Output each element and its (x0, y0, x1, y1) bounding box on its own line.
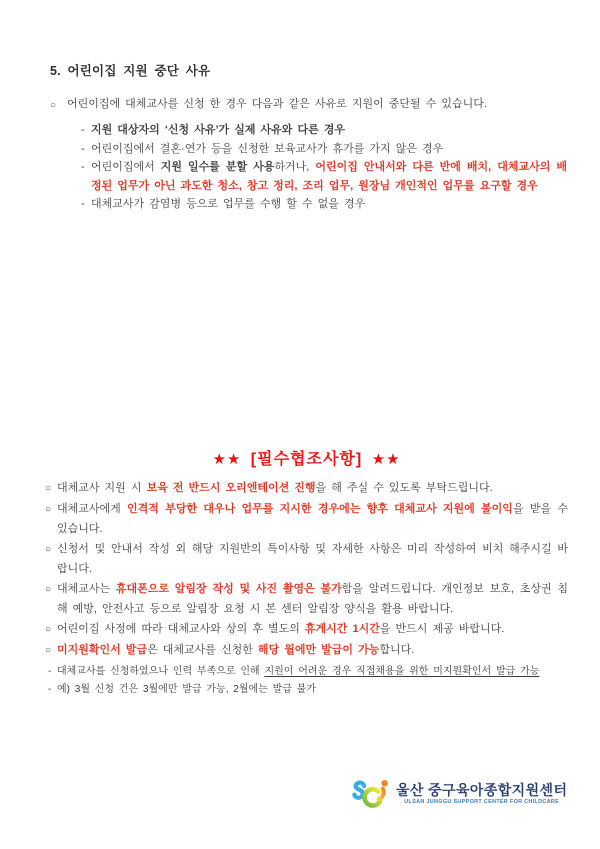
bullet-marker: ○ (45, 544, 52, 555)
item-text (91, 195, 567, 214)
item-text (57, 478, 568, 498)
text-segment: 휴게시간 1시간 (304, 623, 380, 635)
notice-title: [필수협조사항] (250, 451, 363, 468)
cooperation-item (45, 499, 568, 539)
notice-heading (45, 446, 568, 469)
section-suspension-reasons (50, 61, 567, 214)
item-text (57, 681, 568, 699)
bullet-marker: ○ (45, 624, 52, 635)
item-text (91, 121, 567, 140)
text-segment: 을 반드시 제공 바랍니다. (379, 623, 505, 635)
stars-left-icon: ★★ (212, 451, 242, 468)
bullet-marker: ○ (45, 584, 52, 595)
cooperation-item (45, 478, 568, 499)
text-segment: 하거나, (274, 161, 316, 174)
text-segment: 휴대폰으로 알림장 작성 및 사진 촬영은 불가 (115, 583, 342, 595)
text-segment: 대체교사에게 (57, 503, 128, 515)
text-segment: 신청서 및 안내서 작성 외 해당 지원반의 특이사항 및 자세한 사항은 미리 작성하여 비치 해주시길 바랍니다. (57, 543, 568, 575)
bullet-marker: - (81, 198, 85, 211)
footer-logo (351, 776, 567, 811)
bullet-marker: - (48, 684, 52, 695)
text-segment: 인격적 부당한 대우나 업무를 지시한 경우에는 향후 대체교사 지원에 불이익 (127, 503, 513, 515)
text-segment: 은 대체교사를 신청한 (147, 644, 258, 656)
cooperation-item (45, 539, 568, 579)
text-segment: 을 받을 수 있습니다. (57, 503, 568, 535)
item-text (57, 640, 568, 660)
item-text (57, 619, 568, 639)
text-segment: 미지원확인서 발급 (57, 644, 148, 656)
section-required-cooperation (45, 446, 568, 699)
reason-item (81, 121, 567, 140)
reason-item (81, 140, 567, 159)
logo-korean-name: 울산 중구육아종합지원센터 (396, 782, 568, 798)
item-text (57, 499, 568, 539)
text-segment: 어린이집에서 (91, 161, 161, 174)
text-segment: 어린이집에서 결혼·연가 등을 신청한 보육교사가 휴가를 가지 않은 경우 (91, 142, 444, 155)
text-segment: 대체교사를 신청하였으나 인력 부족으로 인해 (57, 666, 265, 677)
item-text (67, 95, 567, 114)
bullet-marker: - (81, 124, 85, 136)
text-segment: 지원 대상자의 ‘신청 사유’가 실제 사유와 다른 경우 (91, 124, 346, 136)
bullet-marker: ○ (45, 504, 52, 515)
stars-right-icon: ★★ (371, 451, 401, 468)
item-text (91, 158, 567, 195)
text-segment: 지원이 어려운 경우 직접채용을 위한 미지원확인서 발급 가능 (264, 666, 540, 677)
note-list (48, 663, 568, 699)
bullet-marker: ○ (50, 100, 57, 111)
text-segment: 대체교사 지원 시 (57, 482, 147, 494)
text-segment: 예) 3월 신청 건은 3월에만 발급 가능, 2월에는 발급 불가 (57, 684, 316, 695)
cooperation-item (45, 619, 568, 640)
cooperation-item (45, 579, 568, 619)
logo-english-name: ULSAN JUNGGU SUPPORT CENTER FOR CHILDCARE (404, 799, 560, 805)
note-item (48, 663, 568, 681)
bullet-marker: - (48, 666, 52, 677)
bullet-marker: - (81, 142, 85, 155)
text-segment: 합니다. (379, 644, 415, 656)
sci-childcare-logo-icon (351, 776, 391, 811)
note-item (48, 681, 568, 699)
text-segment: 보육 전 반드시 오리엔테이션 진행 (146, 482, 316, 494)
reason-item (81, 195, 567, 214)
cooperation-item (45, 640, 568, 661)
item-text (57, 579, 568, 619)
text-segment: 을 해 주실 수 있도록 부탁드립니다. (315, 482, 493, 494)
item-text (91, 140, 567, 159)
logo-text (396, 782, 567, 805)
reason-item (81, 158, 567, 195)
intro-list (50, 95, 567, 115)
text-segment: 대체교사가 감염병 등으로 업무를 수행 할 수 없을 경우 (91, 198, 366, 211)
text-segment: 대체교사는 (57, 583, 116, 595)
cooperation-list (45, 478, 568, 661)
text-segment: 함을 알려드립니다. 개인정보 보호, 초상권 침해 예방, 안전사고 등으로 알림장 요청 시 본 센터 알림장 양식을 활용 바랍니다. (57, 583, 568, 615)
item-text (57, 663, 568, 681)
text-segment: 어린이집 안내서와 다른 반에 배치, 대체교사의 배정된 업무가 아닌 과도한 청소, 창고 정리, 조리 업무, 원장님 개인적인 업무를 요구할 경우 (91, 161, 567, 192)
reason-list (81, 121, 567, 214)
text-segment: 지원 일수를 분할 사용 (160, 161, 275, 174)
bullet-marker: ○ (45, 483, 52, 494)
bullet-marker: ○ (45, 645, 52, 656)
section-title: 5. 어린이집 지원 중단 사유 (50, 64, 211, 78)
intro-bullet (50, 95, 567, 115)
bullet-marker: - (81, 161, 85, 174)
item-text (57, 539, 568, 579)
text-segment: 어린이집 사정에 따라 대체교사와 상의 후 별도의 (57, 623, 305, 635)
text-segment: 어린이집에 대체교사를 신청 한 경우 다음과 같은 사유로 지원이 중단될 수 있습니다. (67, 98, 487, 110)
text-segment: 해당 월에만 발급이 가능 (257, 644, 380, 656)
